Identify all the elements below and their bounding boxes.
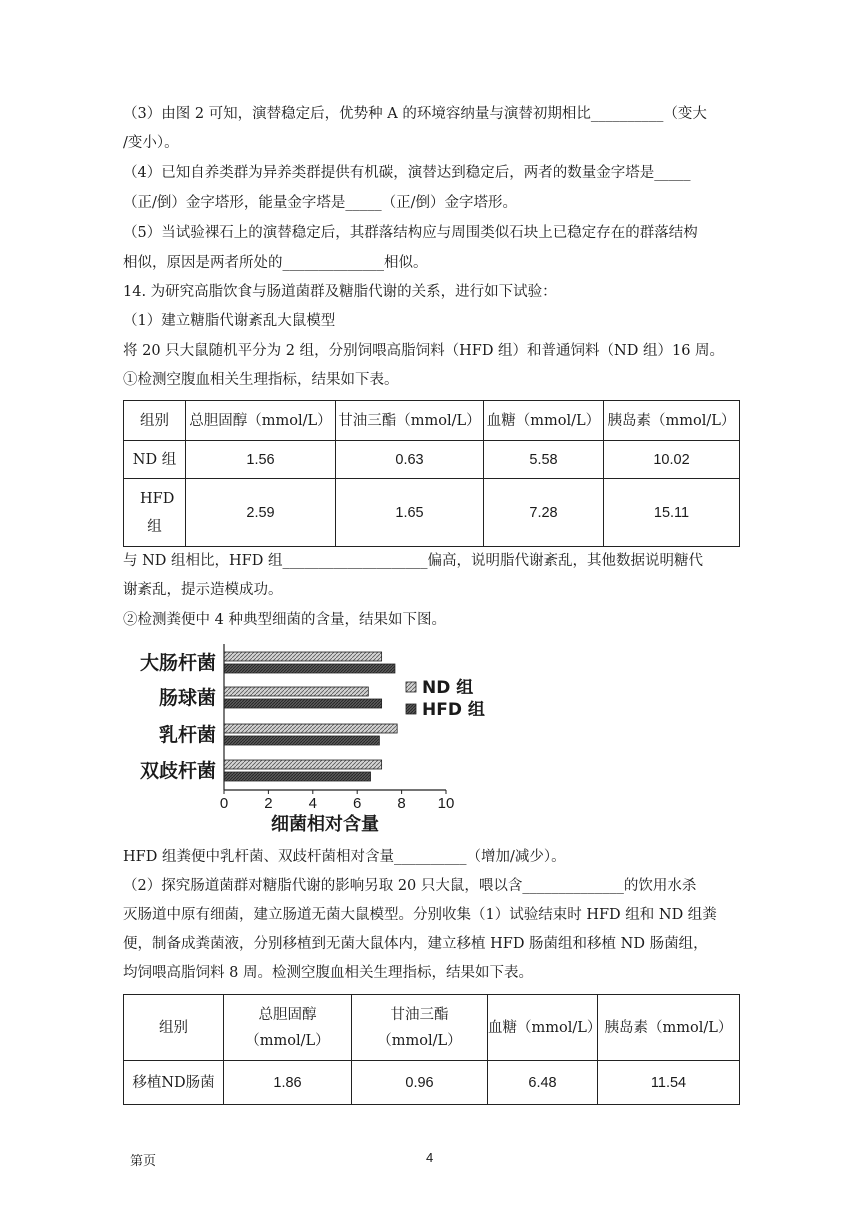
- para-5-line1: （5）当试验裸石上的演替稳定后，其群落结构应与周围类似石块上已稳定存在的群落结构: [123, 225, 698, 241]
- header-cell: 组别: [124, 401, 186, 441]
- group-cell: 移植ND肠菌: [124, 1061, 224, 1105]
- bacteria-bar-chart: [128, 642, 508, 837]
- value-cell: 6.48: [488, 1061, 598, 1105]
- table-row: [124, 441, 740, 479]
- para-3-line1: （3）由图 2 可知，演替稳定后，优势种 A 的环境容纳量与演替初期相比__________（变大: [123, 106, 707, 122]
- value-cell: 5.58: [484, 441, 604, 479]
- header-cell: 胰岛素（mmol/L）: [598, 995, 740, 1061]
- x-tick-label: 8: [397, 795, 406, 812]
- sub-1-heading: （1）建立糖脂代谢紊乱大鼠模型: [123, 313, 336, 329]
- x-tick-label: 2: [264, 795, 273, 812]
- bar: [224, 724, 397, 733]
- x-tick-label: 6: [353, 795, 362, 812]
- value-cell: 10.02: [604, 441, 740, 479]
- value-cell: 2.59: [186, 479, 336, 547]
- x-tick-label: 4: [308, 795, 317, 812]
- x-tick-label: 10: [437, 795, 455, 812]
- value-cell: 1.86: [224, 1061, 352, 1105]
- conclusion-1-line2: 谢紊乱，提示造模成功。: [123, 582, 283, 598]
- value-cell: 0.96: [352, 1061, 488, 1105]
- x-axis-label: 细菌相对含量: [271, 814, 379, 835]
- footer-label: 第页: [130, 1154, 157, 1169]
- legend-label: HFD 组: [422, 700, 485, 720]
- legend-swatch: [406, 682, 416, 692]
- value-cell: 11.54: [598, 1061, 740, 1105]
- category-label: 大肠杆菌: [139, 652, 216, 674]
- legend-label: ND 组: [422, 678, 474, 698]
- table-row: [124, 1061, 740, 1105]
- value-cell: 7.28: [484, 479, 604, 547]
- table-2-header: [124, 995, 740, 1061]
- bar: [224, 652, 382, 661]
- bar: [224, 760, 382, 769]
- para-4-line1: （4）已知自养类群为异养类群提供有机碳，演替达到稳定后，两者的数量金字塔是_____: [123, 165, 691, 181]
- bar: [224, 699, 382, 708]
- sub-2-line1: （2）探究肠道菌群对糖脂代谢的影响另取 20 只大鼠，喂以含______________的饮用水杀: [123, 878, 697, 894]
- para-4-line2: （正/倒）金字塔形，能量金字塔是_____（正/倒）金字塔形。: [123, 195, 518, 211]
- bar: [224, 736, 379, 745]
- sub-2-line4: 均饲喂高脂饲料 8 周。检测空腹血相关生理指标，结果如下表。: [123, 965, 533, 981]
- header-cell: 甘油三酯（mmol/L）: [352, 995, 488, 1061]
- sub-2-line2: 灭肠道中原有细菌，建立肠道无菌大鼠模型。分别收集（1）试验结束时 HFD 组和 ND 组粪: [123, 907, 717, 923]
- header-cell: 胰岛素（mmol/L）: [604, 401, 740, 441]
- value-cell: 0.63: [336, 441, 484, 479]
- para-5-line2: 相似，原因是两者所处的______________相似。: [123, 255, 428, 271]
- category-label: 乳杆菌: [158, 724, 216, 746]
- value-cell: 1.65: [336, 479, 484, 547]
- sub-1-text: 将 20 只大鼠随机平分为 2 组，分别饲喂高脂饲料（HFD 组）和普通饲料（ND 组）16 周。: [123, 343, 725, 359]
- table-row: [124, 479, 740, 547]
- table-2: [123, 994, 740, 1105]
- header-cell: 总胆固醇（mmol/L）: [186, 401, 336, 441]
- header-cell: 血糖（mmol/L）: [484, 401, 604, 441]
- page-number: 4: [426, 1150, 434, 1165]
- bar: [224, 687, 368, 696]
- value-cell: 15.11: [604, 479, 740, 547]
- question-14: 14. 为研究高脂饮食与肠道菌群及糖脂代谢的关系，进行如下试验：: [123, 284, 557, 300]
- group-cell: HFD 组: [124, 479, 186, 547]
- sub-1-step1: ①检测空腹血相关生理指标，结果如下表。: [123, 372, 399, 388]
- sub-1-step2: ②检测粪便中 4 种典型细菌的含量，结果如下图。: [123, 612, 446, 628]
- conclusion-1-line1: 与 ND 组相比，HFD 组____________________偏高，说明脂代谢紊乱，其他数据说明糖代: [123, 553, 703, 569]
- group-cell: ND 组: [124, 441, 186, 479]
- conclusion-2: HFD 组粪便中乳杆菌、双歧杆菌相对含量__________（增加/减少）。: [123, 849, 566, 865]
- x-tick-label: 0: [219, 795, 229, 812]
- category-label: 肠球菌: [158, 687, 216, 709]
- value-cell: 1.56: [186, 441, 336, 479]
- header-cell: 血糖（mmol/L）: [488, 995, 598, 1061]
- sub-2-line3: 便，制备成粪菌液，分别移植到无菌大鼠体内，建立移植 HFD 肠菌组和移植 ND 肠菌组，: [123, 936, 708, 952]
- table-1-header: [124, 401, 740, 441]
- para-3-line2: /变小）。: [123, 135, 179, 151]
- header-cell: 组别: [124, 995, 224, 1061]
- category-label: 双歧杆菌: [139, 760, 216, 782]
- legend-swatch: [406, 704, 416, 714]
- header-cell: 甘油三酯（mmol/L）: [336, 401, 484, 441]
- bar: [224, 772, 371, 781]
- bar: [224, 664, 395, 673]
- table-1: [123, 400, 740, 547]
- header-cell: 总胆固醇（mmol/L）: [224, 995, 352, 1061]
